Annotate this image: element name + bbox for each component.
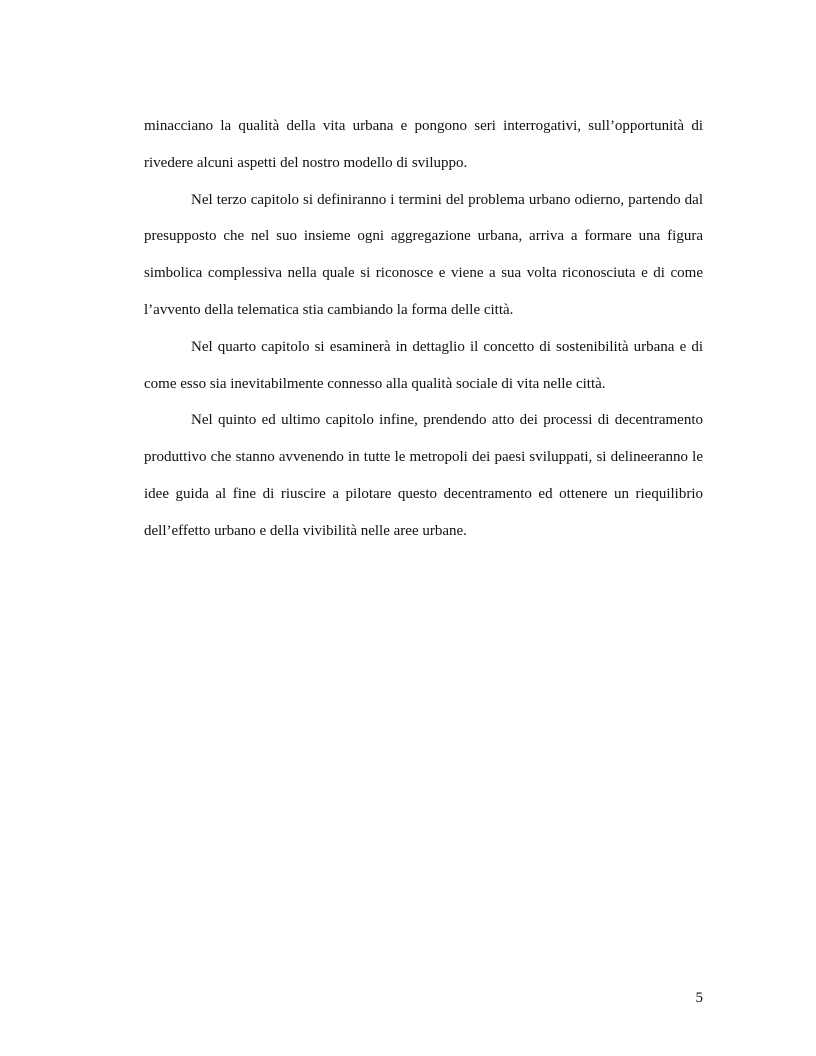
- paragraph-third-chapter: Nel terzo capitolo si definiranno i termini del problema urbano odierno, partendo dal presupposto che nel suo insieme ogni aggregazione urbana, arriva a formare una figura simbolica complessiva nella quale si riconosce e viene a sua volta riconosciuta e di come l’avvento della telematica stia cambiando la forma delle città.: [144, 191, 703, 318]
- body-text: [144, 108, 703, 550]
- paragraph-fifth-chapter: Nel quinto ed ultimo capitolo infine, prendendo atto dei processi di decentramento produttivo che stanno avvenendo in tutte le metropoli dei paesi sviluppati, si delineeranno le idee guida al fine di riuscire a pilotare questo decentramento ed ottenere un riequilibrio dell’effetto urbano e della vivibilità nelle aree urbane.: [144, 412, 703, 539]
- page-number: 5: [695, 990, 703, 1006]
- paragraph-continuation: minacciano la qualità della vita urbana e pongono seri interrogativi, sull’opportunità di rivedere alcuni aspetti del nostro modello di sviluppo.: [144, 118, 703, 171]
- paragraph-fourth-chapter: Nel quarto capitolo si esaminerà in dettaglio il concetto di sostenibilità urbana e di come esso sia inevitabilmente connesso alla qualità sociale di vita nelle città.: [144, 338, 703, 392]
